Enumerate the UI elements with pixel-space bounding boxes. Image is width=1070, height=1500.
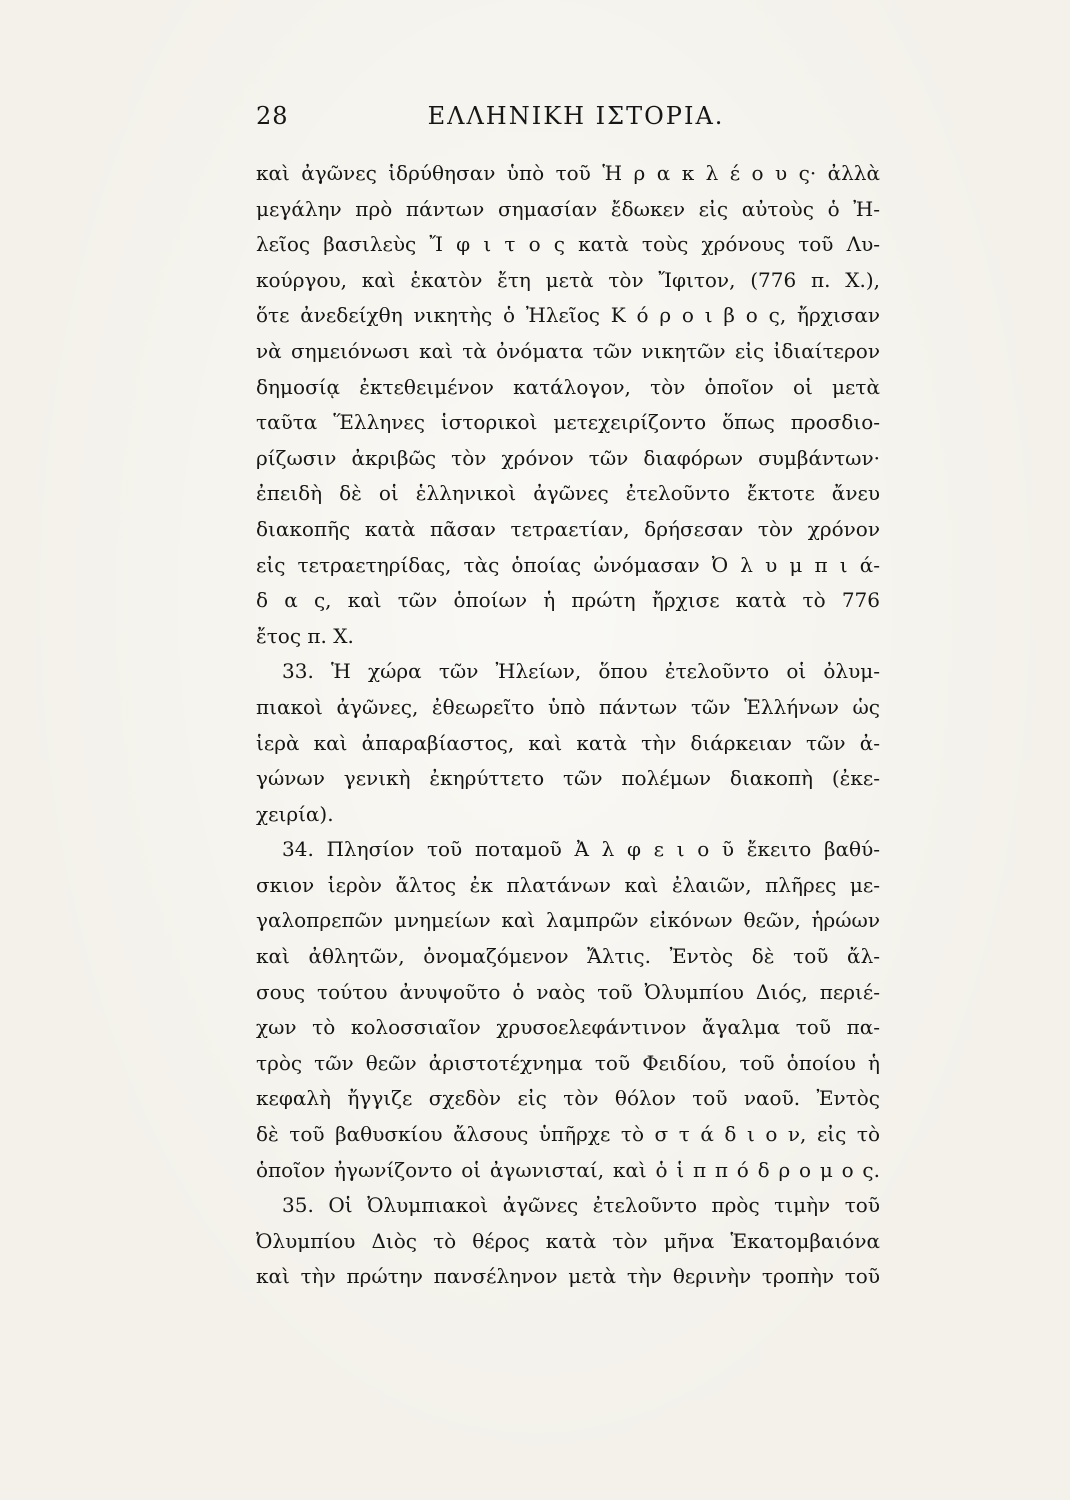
text-line: κεφαλὴ ἤγγιζε σχεδὸν εἰς τὸν θόλον τοῦ ναοῦ. Ἐντὸς	[256, 1086, 880, 1111]
running-title: ΕΛΛΗΝΙΚΗ ΙΣΤΟΡΙΑ.	[427, 102, 725, 130]
text-line: πιακοὶ ἀγῶνες, ἐθεωρεῖτο ὑπὸ πάντων τῶν Ἑλλήνων ὡς	[256, 694, 880, 719]
text-line: δ α ς, καὶ τῶν ὁποίων ἡ πρώτη ἤρχισε κατὰ τὸ 776	[256, 588, 880, 613]
text-line: μεγάλην πρὸ πάντων σημασίαν ἔδωκεν εἰς αὐτοὺς ὁ Ἠ-	[256, 196, 880, 221]
section-33-start: 33. Ἡ χώρα τῶν Ἠλείων, ὅπου ἐτελοῦντο οἱ ὀλυμ-	[282, 659, 880, 684]
text-line: δὲ τοῦ βαθυσκίου ἄλσους ὑπῆρχε τὸ σ τ ά δ ι ο ν, εἰς τὸ	[256, 1122, 880, 1147]
text-line: Ὀλυμπίου Διὸς τὸ θέρος κατὰ τὸν μῆνα Ἑκατομβαιόνα	[256, 1228, 880, 1253]
text-line: καὶ τὴν πρώτην πανσέληνον μετὰ τὴν θερινὴν τροπὴν τοῦ	[256, 1264, 880, 1289]
section-35-start: 35. Οἱ Ὀλυμπιακοὶ ἀγῶνες ἐτελοῦντο πρὸς τιμὴν τοῦ	[282, 1193, 880, 1218]
text-line: καὶ ἀγῶνες ἱδρύθησαν ὑπὸ τοῦ Ἡ ρ α κ λ έ ο υ ς· ἀλλὰ	[256, 161, 880, 185]
text-line: ἐπειδὴ δὲ οἱ ἑλληνικοὶ ἀγῶνες ἐτελοῦντο ἔκτοτε ἄνευ	[256, 481, 880, 506]
text-line: χων τὸ κολοσσιαῖον χρυσοελεφάντινον ἄγαλμα τοῦ πα-	[256, 1015, 880, 1040]
text-line: σκιον ἱερὸν ἄλτος ἐκ πλατάνων καὶ ἐλαιῶν, πλῆρες με-	[256, 872, 880, 897]
text-line: κούργου, καὶ ἑκατὸν ἔτη μετὰ τὸν Ἴφιτον, (776 π. Χ.),	[256, 267, 880, 292]
text-line: γαλοπρεπῶν μνημείων καὶ λαμπρῶν εἰκόνων θεῶν, ἡρώων	[256, 908, 880, 933]
text-line: τρὸς τῶν θεῶν ἀριστοτέχνημα τοῦ Φειδίου, τοῦ ὁποίου ἡ	[256, 1050, 880, 1075]
paragraph-end-line: ἔτος π. Χ.	[256, 623, 354, 648]
text-line: ρίζωσιν ἀκριβῶς τὸν χρόνον τῶν διαφόρων συμβάντων·	[256, 445, 880, 470]
text-line: λεῖος βασιλεὺς Ἴ φ ι τ ο ς κατὰ τοὺς χρόνους τοῦ Λυ-	[256, 232, 880, 257]
text-line: σους τούτου ἀνυψοῦτο ὁ ναὸς τοῦ Ὀλυμπίου Διός, περιέ-	[256, 979, 880, 1004]
text-line: καὶ ἀθλητῶν, ὀνομαζόμενον Ἄλτις. Ἐντὸς δὲ τοῦ ἄλ-	[256, 944, 880, 969]
text-line: ὁποῖον ἠγωνίζοντο οἱ ἀγωνισταί, καὶ ὁ ἱ π π ό δ ρ ο μ ο ς.	[256, 1157, 880, 1182]
text-line: ἱερὰ καὶ ἀπαραβίαστος, καὶ κατὰ τὴν διάρκειαν τῶν ἀ-	[256, 730, 880, 755]
text-line: εἰς τετραετηρίδας, τὰς ὁποίας ὠνόμασαν Ὀ λ υ μ π ι ά-	[256, 552, 880, 577]
text-line: γώνων γενικὴ ἐκηρύττετο τῶν πολέμων διακοπὴ (ἐκε-	[256, 766, 880, 791]
text-line: διακοπῆς κατὰ πᾶσαν τετραετίαν, δρήσεσαν τὸν χρόνον	[256, 516, 880, 541]
text-line: ὅτε ἀνεδείχθη νικητὴς ὁ Ἠλεῖος Κ ό ρ ο ι β ο ς, ἤρχισαν	[256, 303, 880, 328]
text-line: δημοσίᾳ ἐκτεθειμένον κατάλογον, τὸν ὁποῖον οἱ μετὰ	[256, 374, 880, 399]
page-number: 28	[256, 102, 289, 130]
section-34-start: 34. Πλησίον τοῦ ποταμοῦ Ἀ λ φ ε ι ο ῦ ἔκειτο βαθύ-	[282, 837, 880, 862]
page-header	[256, 96, 896, 136]
text-line: ταῦτα Ἕλληνες ἱστορικοὶ μετεχειρίζοντο ὅπως προσδιο-	[256, 410, 880, 435]
paragraph-end-line: χειρία).	[256, 801, 334, 826]
text-line: νὰ σημειόνωσι καὶ τὰ ὀνόματα τῶν νικητῶν εἰς ἰδιαίτερον	[256, 338, 880, 363]
body-text	[256, 156, 880, 1295]
